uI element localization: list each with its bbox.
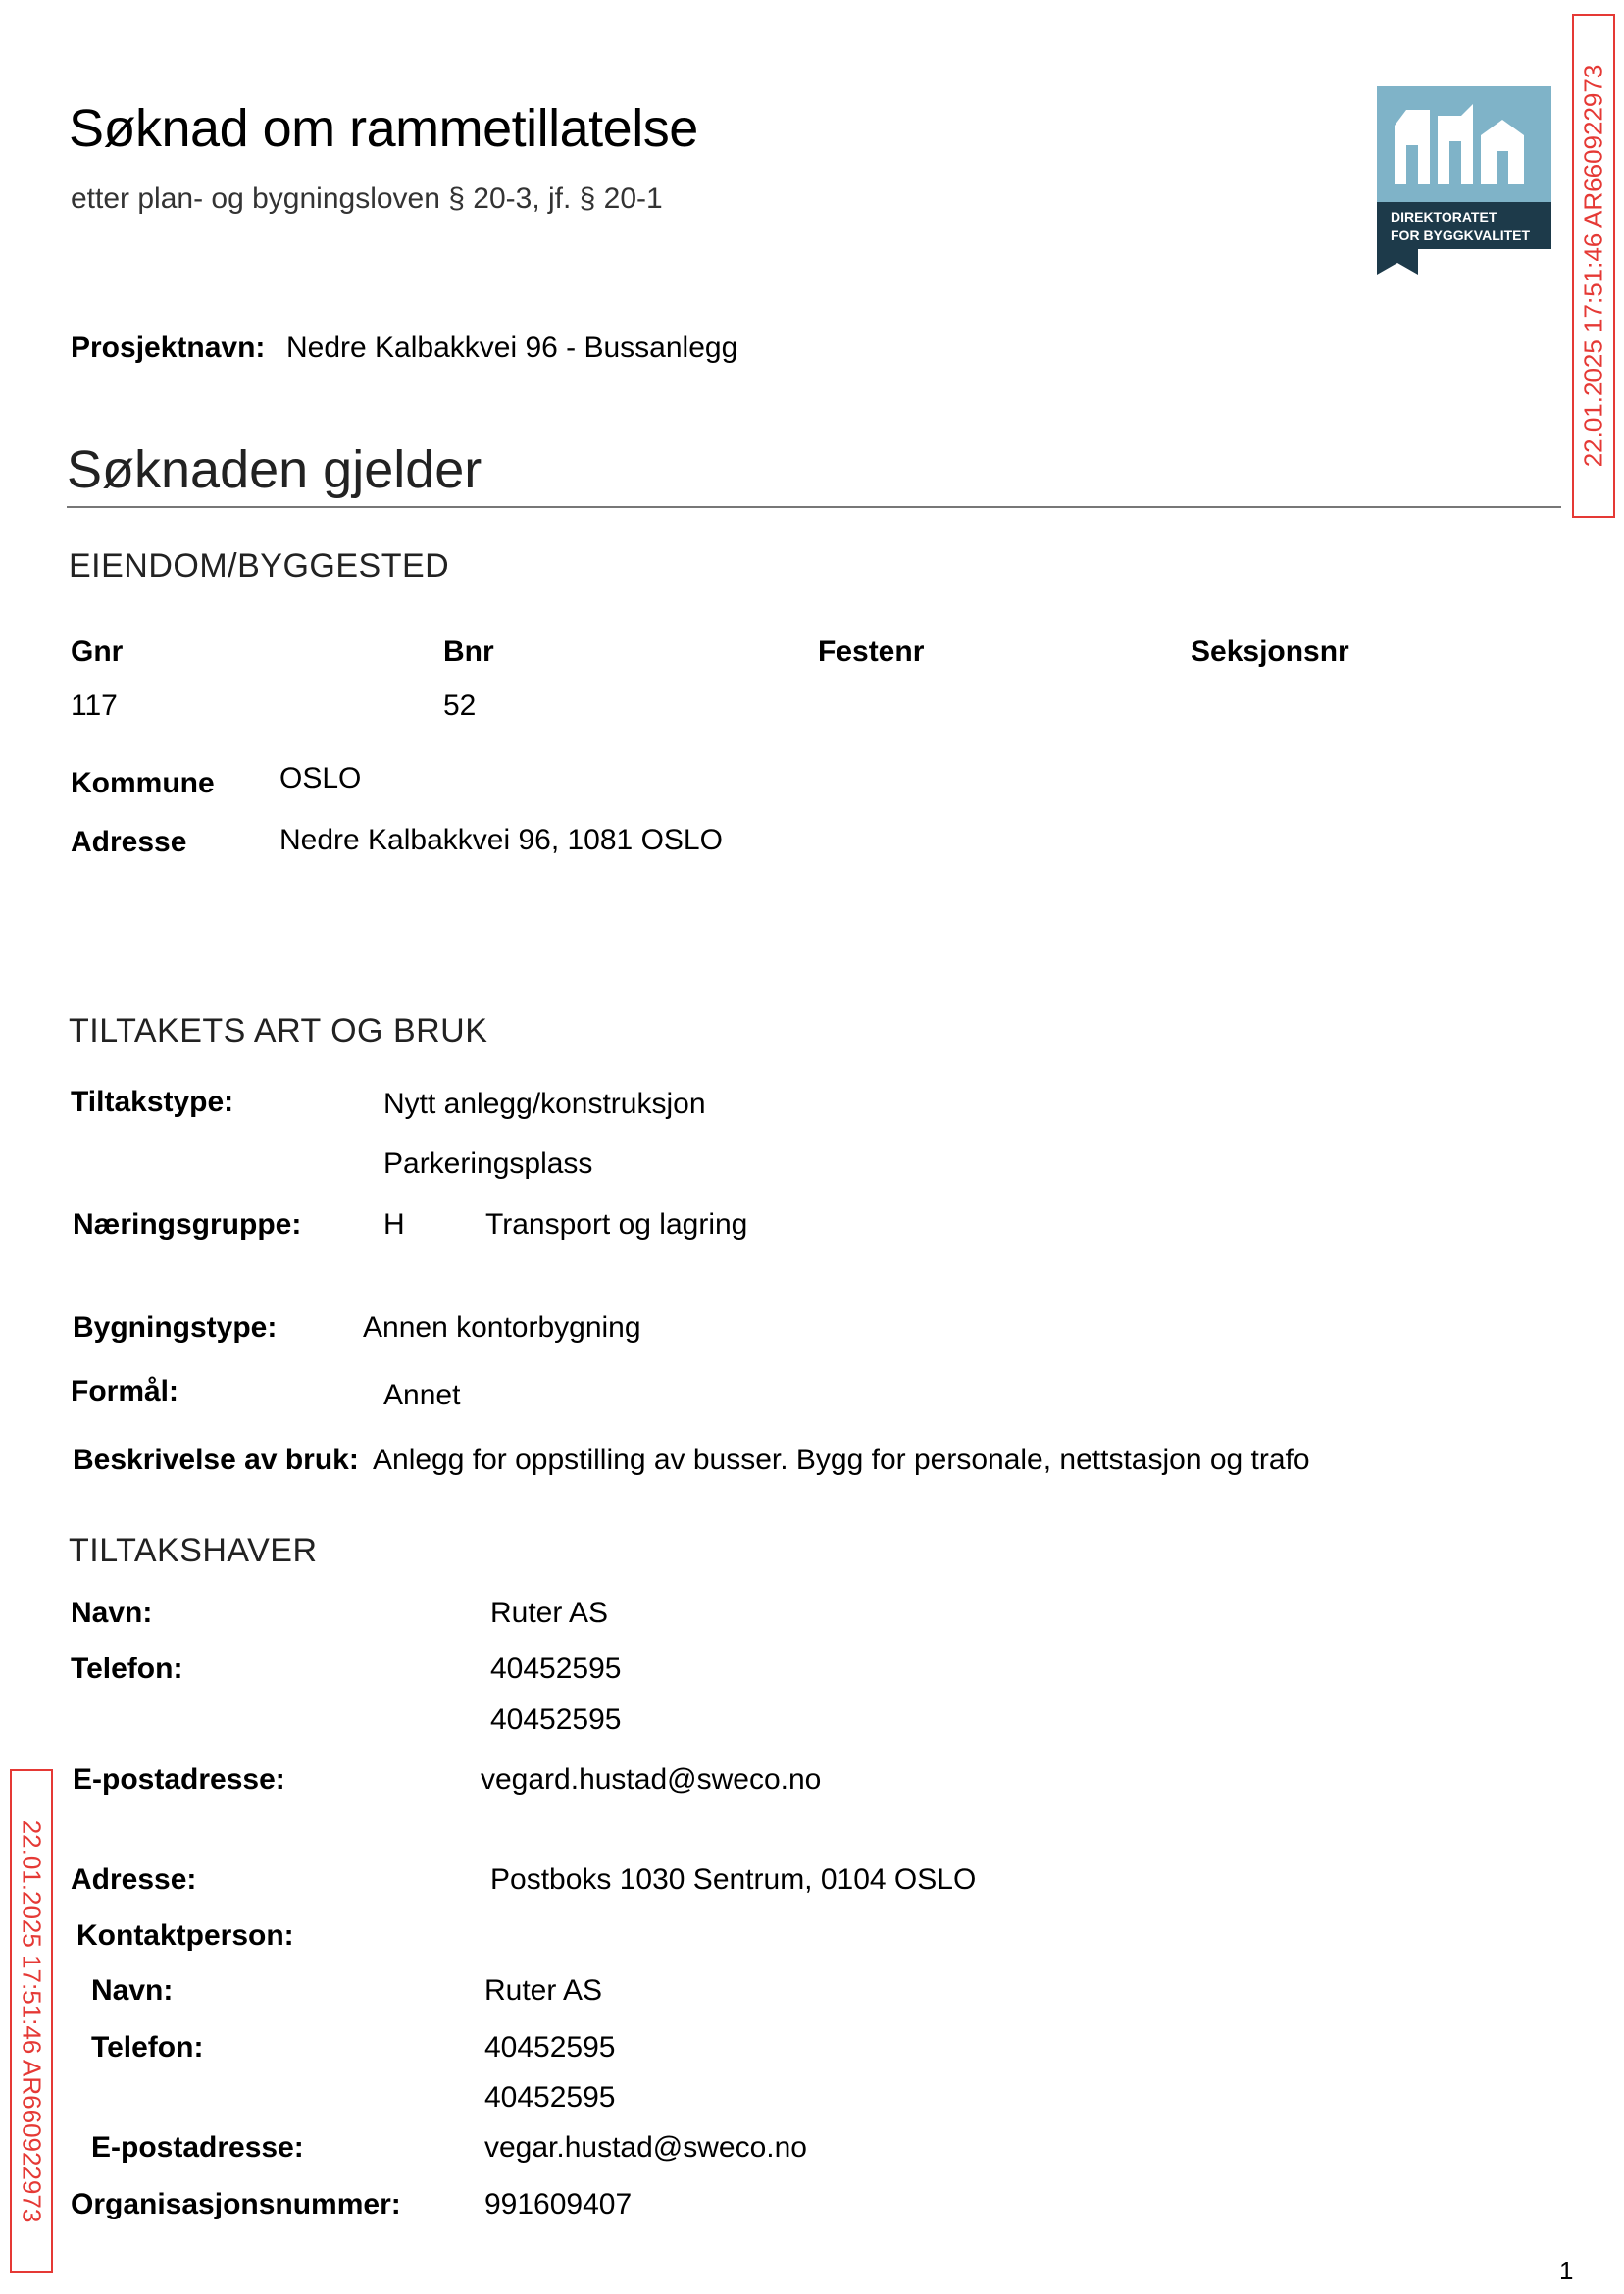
naeringsgruppe-code: H xyxy=(383,1208,405,1241)
kontakt-telefon-label: Telefon: xyxy=(91,2031,204,2064)
naeringsgruppe-value: Transport og lagring xyxy=(485,1208,748,1241)
tiltakshaver-adresse-value: Postboks 1030 Sentrum, 0104 OSLO xyxy=(490,1863,977,1896)
adresse-label: Adresse xyxy=(71,826,187,858)
receipt-stamp-left-text: 22.01.2025 17:51:46 AR660922973 xyxy=(17,1819,47,2223)
kontakt-navn-value: Ruter AS xyxy=(484,1974,603,2007)
section-title: Søknaden gjelder xyxy=(67,440,482,499)
tiltakshaver-telefon-label: Telefon: xyxy=(71,1653,183,1685)
receipt-stamp-right-text: 22.01.2025 17:51:46 AR660922973 xyxy=(1578,64,1608,468)
kontakt-epost-value: vegar.hustad@sweco.no xyxy=(484,2131,807,2164)
beskrivelse-label: Beskrivelse av bruk: xyxy=(73,1444,359,1476)
adresse-value: Nedre Kalbakkvei 96, 1081 OSLO xyxy=(279,824,723,856)
tiltakstype-label: Tiltakstype: xyxy=(71,1086,234,1118)
page-number: 1 xyxy=(1559,2256,1574,2285)
logo-text-line1: DIREKTORATET xyxy=(1391,209,1497,225)
tiltakstype-value-1: Nytt anlegg/konstruksjon xyxy=(383,1088,706,1120)
section-divider xyxy=(67,506,1561,508)
kontakt-telefon-value-2: 40452595 xyxy=(484,2081,616,2114)
tiltakshaver-epost-label: E-postadresse: xyxy=(73,1763,285,1796)
kontakt-telefon-value-1: 40452595 xyxy=(484,2031,616,2064)
orgnr-label: Organisasjonsnummer: xyxy=(71,2188,401,2220)
dibk-logo xyxy=(1377,86,1551,275)
tiltakshaver-navn-label: Navn: xyxy=(71,1597,153,1629)
tiltakshaver-telefon-value-2: 40452595 xyxy=(490,1704,622,1736)
kommune-value: OSLO xyxy=(279,762,362,794)
document-title: Søknad om rammetillatelse xyxy=(69,99,698,158)
bnr-value: 52 xyxy=(443,689,477,722)
formal-value: Annet xyxy=(383,1379,461,1411)
orgnr-value: 991609407 xyxy=(484,2188,633,2220)
dibk-logo-graphic xyxy=(1377,86,1551,275)
project-value: Nedre Kalbakkvei 96 - Bussanlegg xyxy=(286,331,738,364)
property-heading: EIENDOM/BYGGESTED xyxy=(69,547,450,585)
tiltakshaver-heading: TILTAKSHAVER xyxy=(69,1532,318,1569)
kommune-label: Kommune xyxy=(71,767,215,799)
naeringsgruppe-label: Næringsgruppe: xyxy=(73,1208,302,1241)
bygningstype-label: Bygningstype: xyxy=(73,1311,278,1344)
tiltakshaver-telefon-value-1: 40452595 xyxy=(490,1653,622,1685)
document-subtitle: etter plan- og bygningsloven § 20-3, jf. § 20-1 xyxy=(71,182,663,215)
receipt-stamp-right xyxy=(1572,14,1615,518)
formal-label: Formål: xyxy=(71,1375,179,1407)
tiltakshaver-navn-value: Ruter AS xyxy=(490,1597,609,1629)
logo-text-line2: FOR BYGGKVALITET xyxy=(1391,228,1531,243)
kontakt-epost-label: E-postadresse: xyxy=(91,2131,304,2164)
tiltakstype-value-2: Parkeringsplass xyxy=(383,1147,593,1180)
project-label: Prosjektnavn: xyxy=(71,331,266,364)
tiltakshaver-epost-value: vegard.hustad@sweco.no xyxy=(481,1763,822,1796)
receipt-stamp-left xyxy=(10,1769,53,2273)
bygningstype-value: Annen kontorbygning xyxy=(363,1311,641,1344)
festenr-label: Festenr xyxy=(818,636,925,668)
kontaktperson-label: Kontaktperson: xyxy=(76,1919,294,1952)
kontakt-navn-label: Navn: xyxy=(91,1974,174,2007)
bnr-label: Bnr xyxy=(443,636,494,668)
tiltak-heading: TILTAKETS ART OG BRUK xyxy=(69,1012,488,1049)
seksjonsnr-label: Seksjonsnr xyxy=(1191,636,1349,668)
gnr-value: 117 xyxy=(71,689,118,722)
gnr-label: Gnr xyxy=(71,636,124,668)
beskrivelse-value: Anlegg for oppstilling av busser. Bygg for personale, nettstasjon og trafo xyxy=(373,1444,1310,1476)
tiltakshaver-adresse-label: Adresse: xyxy=(71,1863,197,1896)
